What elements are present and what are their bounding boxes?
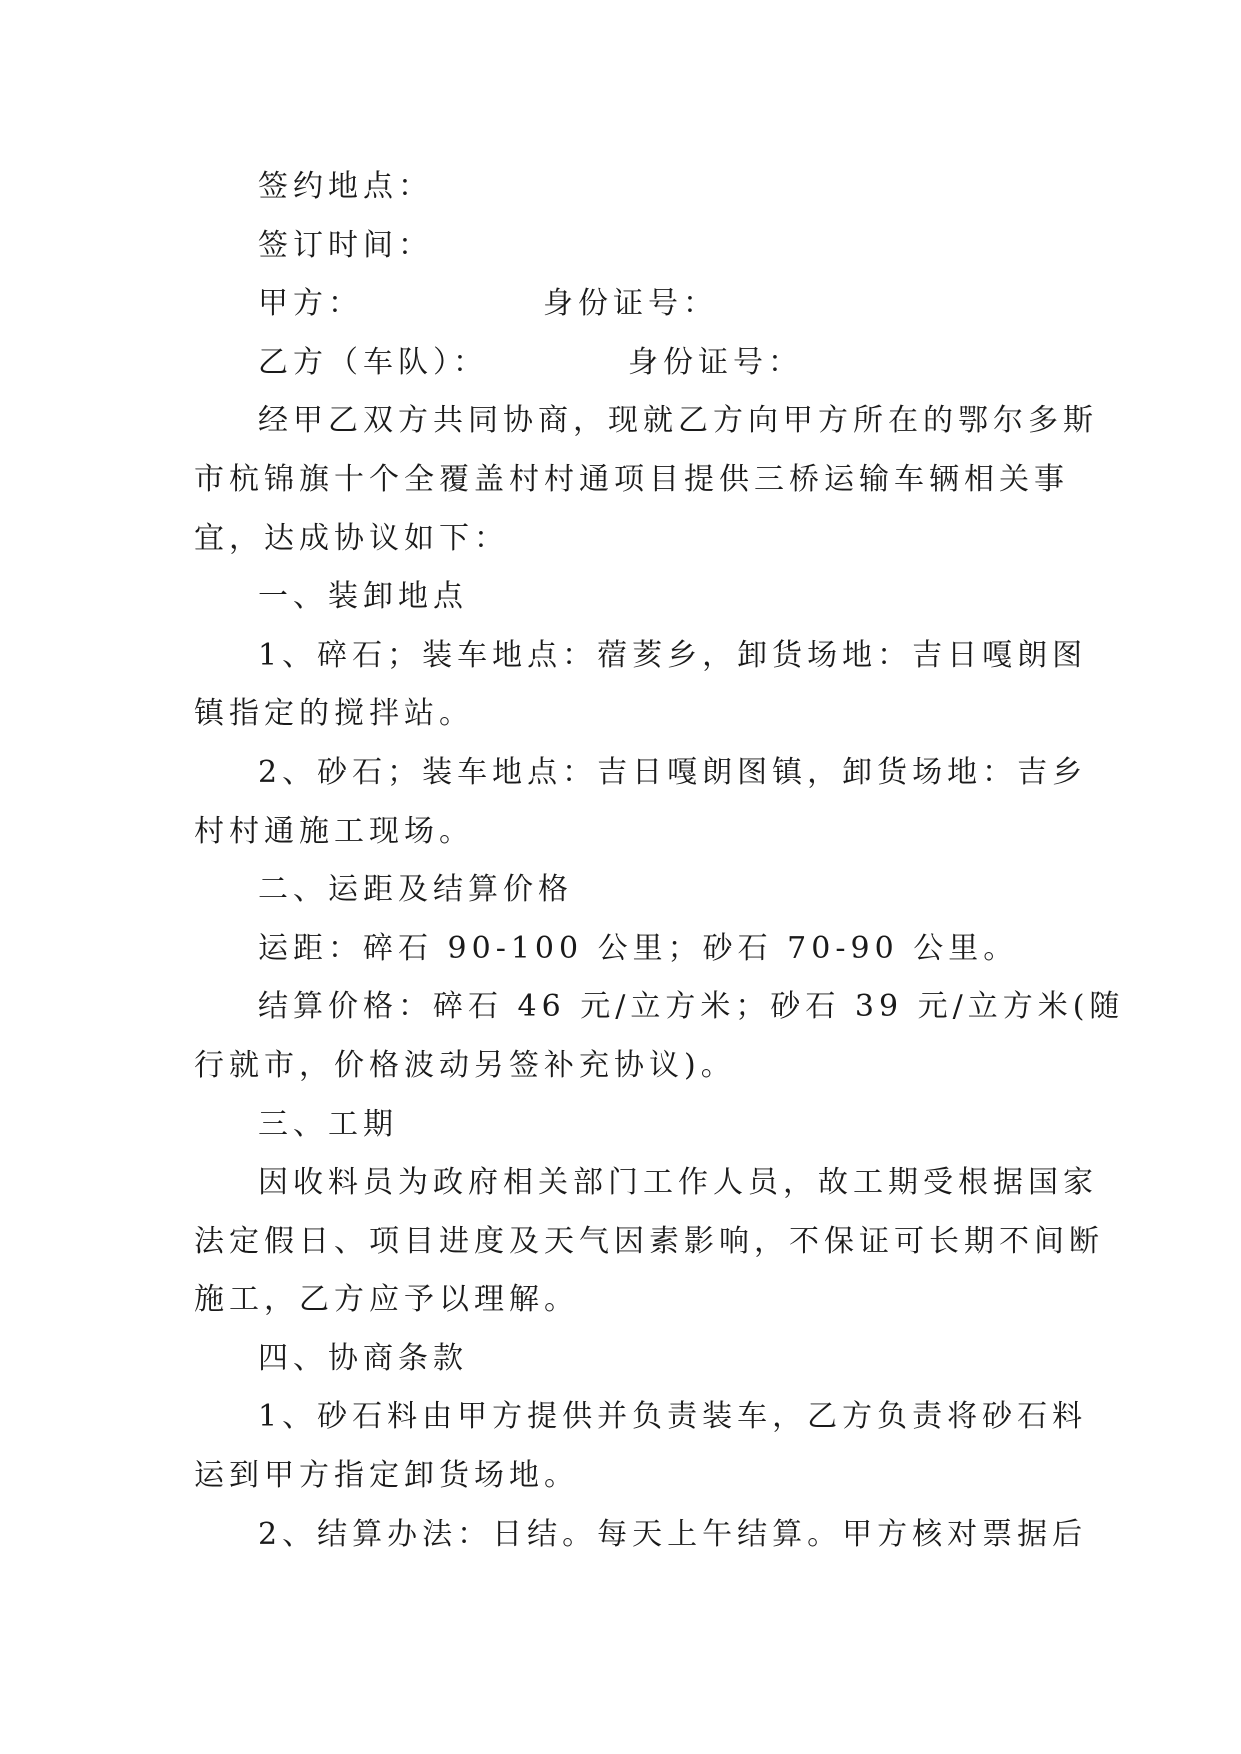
intro-line-2: 市杭锦旗十个全覆盖村村通项目提供三桥运输车辆相关事 xyxy=(194,461,1069,497)
section-2-price-line-2: 行就市，价格波动另签补充协议)。 xyxy=(194,1047,736,1083)
section-3-line-3: 施工，乙方应予以理解。 xyxy=(194,1282,579,1318)
section-3-line-2: 法定假日、项目进度及天气因素影响，不保证可长期不间断 xyxy=(194,1223,1104,1259)
intro-line-3: 宜，达成协议如下： xyxy=(194,520,509,556)
signing-location-label: 签约地点： xyxy=(258,169,433,204)
section-2-heading: 二、运距及结算价格 xyxy=(258,872,573,908)
section-1-heading: 一、装卸地点 xyxy=(258,579,468,615)
section-4-heading: 四、协商条款 xyxy=(258,1340,468,1376)
party-b-line xyxy=(194,334,1054,393)
party-a-label: 甲方： xyxy=(258,286,363,322)
section-2-distance: 运距：碎石 90-100 公里；砂石 70-90 公里。 xyxy=(258,930,1019,966)
party-b-id-label: 身份证号： xyxy=(628,344,803,380)
section-4-item-1-line-1: 1、砂石料由甲方提供并负责装车，乙方负责将砂石料 xyxy=(258,1399,1088,1435)
party-b-label: 乙方（车队）： xyxy=(258,344,488,380)
section-1-item-2-line-2: 村村通施工现场。 xyxy=(194,813,474,849)
section-4-item-1-line-2: 运到甲方指定卸货场地。 xyxy=(194,1458,579,1494)
section-2-price-line-1: 结算价格：碎石 46 元/立方米；砂石 39 元/立方米(随 xyxy=(258,989,1125,1025)
party-a-line xyxy=(194,275,1054,334)
section-3-heading: 三、工期 xyxy=(258,1106,398,1142)
section-4-item-2-line-1: 2、结算办法：日结。每天上午结算。甲方核对票据后 xyxy=(258,1516,1088,1552)
section-1-item-1-line-2: 镇指定的搅拌站。 xyxy=(194,696,474,732)
party-a-id-label: 身份证号： xyxy=(543,286,718,322)
section-1-item-1-line-1: 1、碎石；装车地点：蓿荄乡，卸货场地：吉日嘎朗图 xyxy=(258,637,1088,673)
signing-time-label: 签订时间： xyxy=(258,227,433,263)
signing-time-line xyxy=(194,217,1054,276)
section-3-line-1: 因收料员为政府相关部门工作人员，故工期受根据国家 xyxy=(258,1165,1098,1201)
section-1-item-2-line-1: 2、砂石；装车地点：吉日嘎朗图镇，卸货场地：吉乡 xyxy=(258,754,1088,790)
document-body xyxy=(194,158,1125,1564)
signing-location-line xyxy=(194,158,1054,217)
intro-line-1: 经甲乙双方共同协商，现就乙方向甲方所在的鄂尔多斯 xyxy=(258,403,1098,439)
